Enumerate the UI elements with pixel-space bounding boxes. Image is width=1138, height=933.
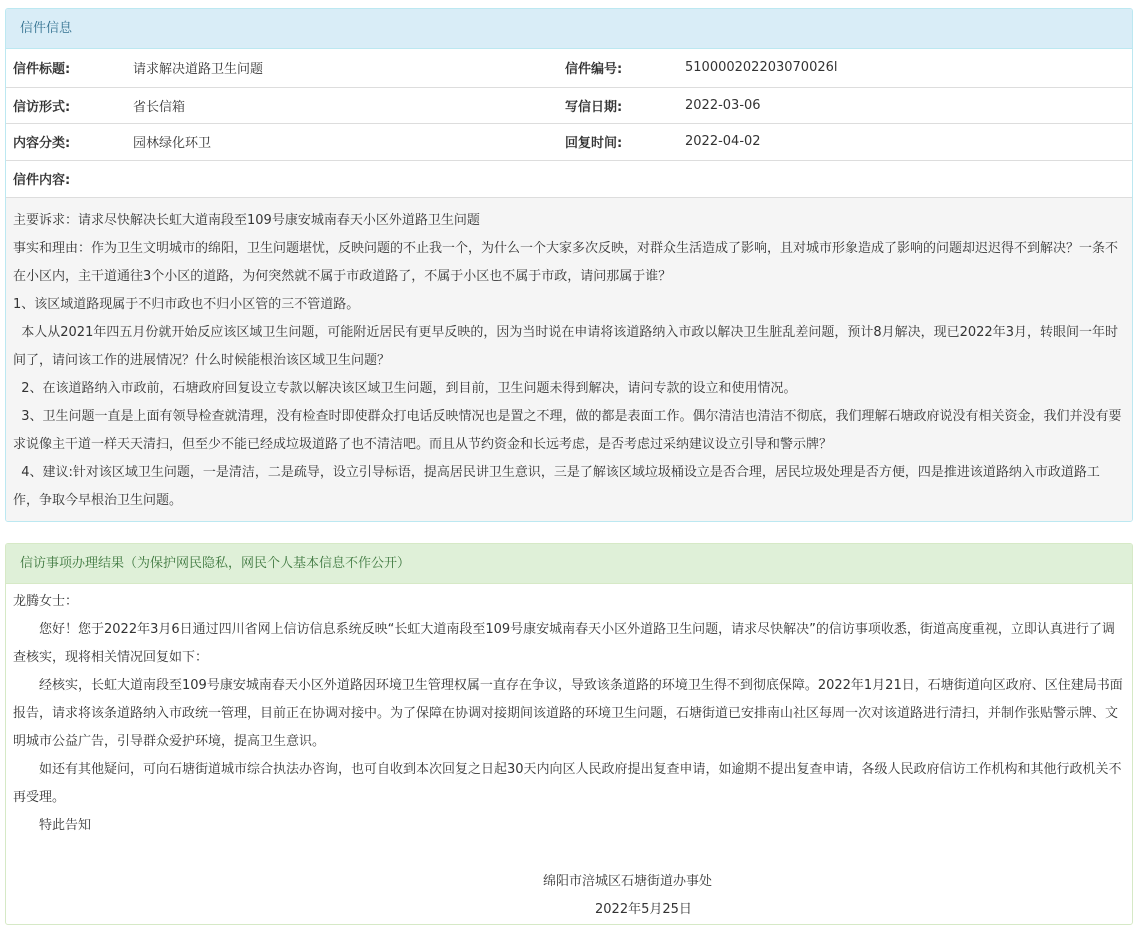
result-heading: 信访事项办理结果（为保护网民隐私，网民个人基本信息不作公开） [6,544,1132,584]
reply-paragraph: 您好！您于2022年3月6日通过四川省网上信访信息系统反映“长虹大道南段至109号康安城南春天小区外道路卫生问题，请求尽快解决”的信访事项收悉，街道高度重视，立即认真进行了调查核实，现将相关情况回复如下： [13,622,1115,665]
reply-body [6,584,1132,924]
signature-date: 2022年5月25日 [595,902,692,917]
write-date-value: 2022-03-06 [678,87,1132,123]
meta-row-category [6,123,1132,160]
signature-org: 绵阳市涪城区石塘街道办事处 [543,874,713,889]
meta-row-title [6,49,1132,87]
reply-salutation: 龙腾女士： [13,594,79,609]
letter-title-value: 请求解决道路卫生问题 [126,49,558,87]
reply-paragraph: 经核实，长虹大道南段至109号康安城南春天小区外道路因环境卫生管理权属一直存在争议，导致该条道路的环境卫生得不到彻底保障。2022年1月21日，石塘街道向区政府、区住建局书面报告，请求将该条道路纳入市政统一管理，目前正在协调对接中。为了保障在协调对接期间该道路的环境卫生问题，石塘街道已安排南山社区每周一次对该道路进行清扫，并制作张贴警示牌、文明城市公益广告，引导群众爱护环境，提高卫生意识。 [13,678,1123,749]
letter-info-panel [5,8,1133,522]
letter-info-heading: 信件信息 [6,9,1132,49]
result-panel [5,543,1133,925]
spacer [13,840,1125,868]
reply-time-value: 2022-04-02 [678,123,1132,160]
meta-label: 回复时间: [558,123,678,160]
meta-label: 信件标题: [6,49,126,87]
content-paragraph: 2、在该道路纳入市政前，石塘政府回复设立专款以解决该区域卫生问题，到目前，卫生问题未得到解决，请问专款的设立和使用情况。 [13,380,797,396]
reply-paragraph: 如还有其他疑问，可向石塘街道城市综合执法办咨询，也可自收到本次回复之日起30天内向区人民政府提出复查申请，如逾期不提出复查申请，各级人民政府信访工作机构和其他行政机关不再受理。 [13,762,1122,805]
reply-paragraph: 特此告知 [39,818,92,833]
content-label: 信件内容: [6,160,1132,197]
meta-label: 写信日期: [558,87,678,123]
letter-number-value: 510000202203070026l [678,49,1132,87]
meta-row-content-label [6,160,1132,197]
meta-label: 内容分类: [6,123,126,160]
content-paragraph: 主要诉求：请求尽快解决长虹大道南段至109号康安城南春天小区外道路卫生问题 [13,212,480,228]
letter-meta-table [6,49,1132,198]
signature-block [543,868,743,924]
letter-form-value: 省长信箱 [126,87,558,123]
content-paragraph: 4、建议:针对该区域卫生问题，一是清洁，二是疏导，设立引导标语，提高居民讲卫生意识，三是了解该区域垃圾桶设立是否合理，居民垃圾处理是否方便，四是推进该道路纳入市政道路工作，争取今早根治卫生问题。 [13,464,1100,508]
category-value: 园林绿化环卫 [126,123,558,160]
content-paragraph: 1、该区域道路现属于不归市政也不归小区管的三不管道路。 [13,296,360,312]
meta-row-form [6,87,1132,123]
content-paragraph: 本人从2021年四五月份就开始反应该区域卫生问题，可能附近居民有更早反映的，因为当时说在申请将该道路纳入市政以解决卫生脏乱差问题，预计8月解决，现已2022年3月，转眼间一年时间了，请问该工作的进展情况？什么时候能根治该区域卫生问题？ [13,324,1118,368]
content-paragraph: 事实和理由：作为卫生文明城市的绵阳，卫生问题堪忧，反映问题的不止我一个，为什么一个大家多次反映，对群众生活造成了影响，且对城市形象造成了影响的问题却迟迟得不到解决？一条不在小区内，主干道通往3个小区的道路，为何突然就不属于市政道路了，不属于小区也不属于市政，请问那属于谁？ [13,240,1119,284]
meta-label: 信访形式: [6,87,126,123]
content-paragraph: 3、卫生问题一直是上面有领导检查就清理，没有检查时即使群众打电话反映情况也是置之不理，做的都是表面工作。偶尔清洁也清洁不彻底，我们理解石塘政府说没有相关资金，我们并没有要求说像主干道一样天天清扫，但至少不能已经成垃圾道路了也不清洁吧。而且从节约资金和长远考虑，是否考虑过采纳建议设立引导和警示牌？ [13,408,1122,452]
letter-content [6,198,1132,523]
meta-label: 信件编号: [558,49,678,87]
